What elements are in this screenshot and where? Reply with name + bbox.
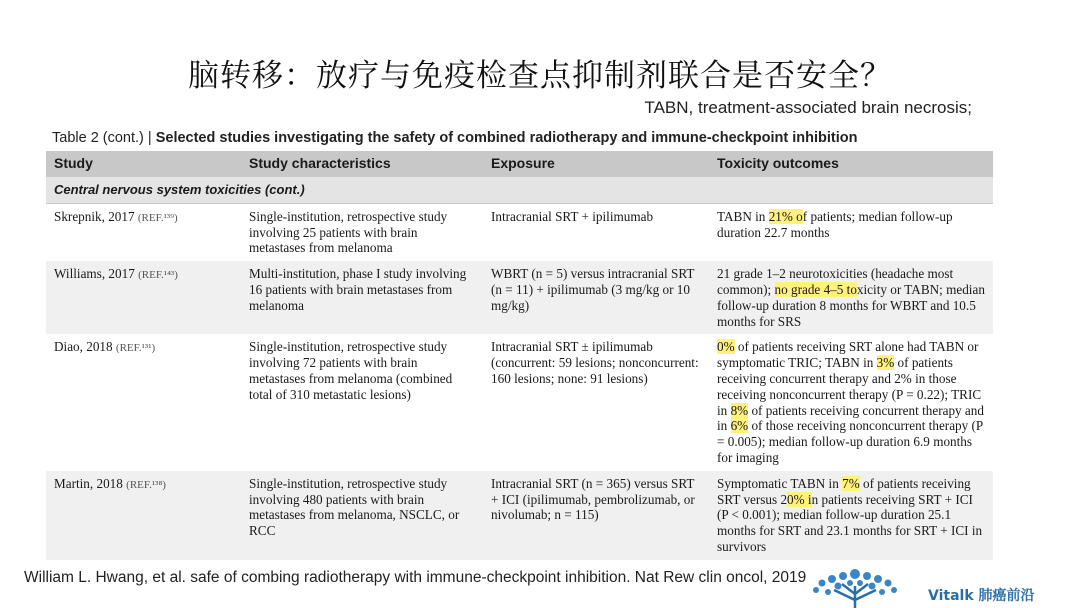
table-row <box>46 261 993 334</box>
header-characteristics: Study characteristics <box>241 151 483 177</box>
study-name: Williams, 2017 <box>54 266 135 282</box>
characteristics-cell: Single-institution, retrospective study involving 72 patients with brain metastases from melanoma (combined total of 310 metastatic lesions) <box>241 334 483 470</box>
toxicity-cell <box>709 261 993 334</box>
slide-title: 脑转移：放疗与免疫检查点抑制剂联合是否安全？ <box>188 58 892 94</box>
toxicity-text: n patients receiving SRT + ICI (P < 0.001); median follow-up duration 25.1 months for SRT and 23.1 months for SRT + ICI in survivors <box>717 491 983 554</box>
study-name: Martin, 2018 <box>54 475 123 491</box>
characteristics-cell: Single-institution, retrospective study involving 25 patients with brain metastases from melanoma <box>241 203 483 261</box>
brand-name: Vitalk 肺癌前沿 <box>928 588 1035 604</box>
exposure-cell: Intracranial SRT + ipilimumab <box>483 203 709 261</box>
header-exposure: Exposure <box>483 151 709 177</box>
toxicity-cell <box>709 334 993 470</box>
toxicity-text: xicity or TABN; median follow-up duration 8 months for WBRT and 10.5 months for SRS <box>717 281 985 329</box>
characteristics-cell: Multi-institution, phase I study involving 16 patients with brain metastases from melanoma <box>241 261 483 334</box>
section-label: Central nervous system toxicities (cont.) <box>46 177 993 203</box>
studies-table <box>46 151 993 560</box>
highlighted-value: 6% <box>730 418 749 434</box>
toxicity-text: of those receiving nonconcurrent therapy (P = 0.005); median follow-up duration 6.9 months for imaging <box>717 418 983 465</box>
toxicity-text: TABN in <box>717 208 769 224</box>
study-cell <box>46 261 241 334</box>
table-header-row <box>46 151 993 177</box>
characteristics-cell: Single-institution, retrospective study involving 480 patients with brain metastases from melanoma, NSCLC, or RCC <box>241 471 483 560</box>
study-ref: (REF.¹³⁹) <box>137 211 178 224</box>
toxicity-cell <box>709 203 993 261</box>
study-ref: (REF.¹³⁸) <box>126 478 166 491</box>
header-study: Study <box>46 151 241 177</box>
tree-logo-icon <box>810 566 900 608</box>
toxicity-text: of patients receiving SRT alone had TABN or symptomatic TRIC; TABN in <box>717 339 979 371</box>
toxicity-text: 21 grade 1–2 neurotoxicities (headache most common); <box>717 266 954 297</box>
header-toxicity: Toxicity outcomes <box>709 151 993 177</box>
table-row <box>46 334 993 470</box>
study-cell <box>46 203 241 261</box>
toxicity-cell <box>709 471 993 560</box>
table-caption-title: Selected studies investigating the safety of combined radiotherapy and immune-checkpoint inhibition <box>155 130 858 146</box>
study-name: Diao, 2018 <box>54 339 113 355</box>
highlighted-value: 3% <box>876 355 895 371</box>
toxicity-text: of patients receiving SRT versus 2 <box>717 475 971 507</box>
highlighted-value: 0% i <box>787 491 812 507</box>
table-caption <box>52 130 857 146</box>
table-row <box>46 203 993 261</box>
highlighted-value: 8% <box>730 402 749 418</box>
table-caption-prefix: Table 2 (cont.) | <box>52 130 156 146</box>
toxicity-text: f patients; median follow-up duration 22.7 months <box>717 208 953 240</box>
study-cell <box>46 471 241 560</box>
exposure-cell: Intracranial SRT ± ipilimumab (concurrent: 59 lesions; nonconcurrent: 160 lesions; none: 91 lesions) <box>483 334 709 470</box>
study-name: Skrepnik, 2017 <box>54 208 135 224</box>
highlighted-value: no grade 4–5 to <box>774 281 857 297</box>
exposure-cell: Intracranial SRT (n = 365) versus SRT + ICI (ipilimumab, pembrolizumab, or nivolumab; n = 115) <box>483 471 709 560</box>
toxicity-text: Symptomatic TABN in <box>717 475 843 491</box>
highlighted-value: 7% <box>842 475 860 491</box>
abbreviation-note: TABN, treatment-associated brain necrosis; <box>644 98 972 117</box>
highlighted-value: 0% <box>717 339 735 355</box>
study-ref: (REF.¹³¹) <box>115 342 156 355</box>
study-ref: (REF.¹⁴³) <box>138 269 178 282</box>
study-cell <box>46 334 241 470</box>
highlighted-value: 21% o <box>768 208 803 224</box>
toxicity-text: of patients receiving concurrent therapy and 2% in those receiving nonconcurrent therapy (P = 0.22); TRIC in <box>717 355 982 418</box>
table-row <box>46 471 993 560</box>
footer-citation: William L. Hwang, et al. safe of combing radiotherapy with immune-checkpoint inhibition. Nat Rew clin oncol, 2019 <box>24 569 807 586</box>
exposure-cell: WBRT (n = 5) versus intracranial SRT (n = 11) + ipilimumab (3 mg/kg or 10 mg/kg) <box>483 261 709 334</box>
section-row <box>46 177 993 203</box>
toxicity-text: of patients receiving concurrent therapy and in <box>717 402 984 434</box>
